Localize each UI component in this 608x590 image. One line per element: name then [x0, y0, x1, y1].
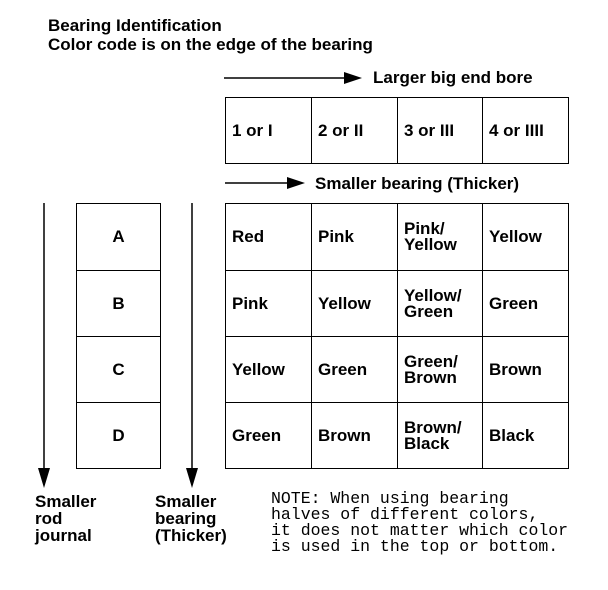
color-cell	[312, 403, 398, 469]
note-line: it does not matter which color	[271, 521, 569, 540]
title-line-2: Color code is on the edge of the bearing	[48, 35, 373, 54]
table-row	[77, 204, 161, 271]
color-text: Brown	[489, 359, 542, 379]
table-row	[226, 403, 569, 469]
journal-grade-c: C	[77, 337, 161, 403]
color-cell	[398, 403, 483, 469]
left-arrow-head	[38, 468, 50, 488]
color-code-table	[225, 203, 569, 469]
color-text: Yellow	[404, 235, 457, 254]
note-text	[271, 491, 568, 555]
color-text: Yellow/	[404, 285, 462, 305]
color-text: Red	[232, 227, 265, 246]
table-row	[77, 271, 161, 337]
color-cell	[483, 403, 569, 469]
bore-size-row	[226, 98, 569, 164]
color-cell	[398, 271, 483, 337]
color-text: Black	[404, 433, 450, 453]
bore-size-table	[225, 97, 569, 164]
note-line: halves of different colors,	[271, 505, 539, 524]
color-text: Yellow	[318, 293, 371, 313]
color-text: Pink	[232, 293, 268, 313]
top-arrow-head	[344, 72, 362, 84]
color-text: Brown	[318, 425, 371, 445]
note-line: is used in the top or bottom.	[271, 537, 559, 556]
color-text: Pink/	[404, 219, 445, 238]
color-text: Green	[232, 425, 282, 445]
color-cell	[226, 271, 312, 337]
title-line-1: Bearing Identification	[48, 16, 222, 35]
journal-grade-table	[76, 203, 161, 469]
caption-line: bearing	[155, 509, 217, 528]
color-text: Pink	[318, 227, 354, 246]
journal-grade-a: A	[77, 204, 161, 271]
table-row	[226, 271, 569, 337]
middle-arrow-label: Smaller bearing (Thicker)	[315, 174, 520, 193]
color-text: Black	[489, 425, 535, 445]
color-cell	[483, 271, 569, 337]
color-cell	[226, 337, 312, 403]
table-row	[226, 204, 569, 271]
journal-grade-b: B	[77, 271, 161, 337]
bore-size-1: 1 or I	[226, 98, 312, 164]
color-text: Brown/	[404, 417, 462, 437]
color-cell	[312, 337, 398, 403]
table-row	[226, 337, 569, 403]
color-cell	[312, 271, 398, 337]
color-text: Brown	[404, 367, 457, 387]
journal-grade-d: D	[77, 403, 161, 469]
caption-line: journal	[35, 526, 92, 545]
bore-size-3: 3 or III	[398, 98, 483, 164]
color-cell	[226, 204, 312, 271]
color-cell	[312, 204, 398, 271]
color-text: Green	[404, 301, 454, 321]
left-arrow-caption	[35, 493, 96, 544]
bore-size-2: 2 or II	[312, 98, 398, 164]
color-cell	[483, 337, 569, 403]
caption-line: Smaller	[155, 492, 217, 511]
color-text: Green	[318, 359, 368, 379]
middle-arrow-head	[287, 177, 305, 189]
top-arrow-label: Larger big end bore	[373, 68, 533, 87]
note-line: NOTE: When using bearing	[271, 489, 509, 508]
color-cell	[398, 337, 483, 403]
table-row	[77, 403, 161, 469]
color-text: Green/	[404, 351, 458, 371]
color-text: Yellow	[232, 359, 285, 379]
center-arrow-caption	[155, 493, 227, 544]
color-text: Yellow	[489, 227, 542, 246]
center-arrow-head	[186, 468, 198, 488]
bore-size-4: 4 or IIII	[483, 98, 569, 164]
color-cell	[398, 204, 483, 271]
table-row	[77, 337, 161, 403]
color-cell	[226, 403, 312, 469]
caption-line: (Thicker)	[155, 526, 227, 545]
color-text: Green	[489, 293, 539, 313]
caption-line: Smaller	[35, 492, 97, 511]
color-cell	[483, 204, 569, 271]
caption-line: rod	[35, 509, 63, 528]
